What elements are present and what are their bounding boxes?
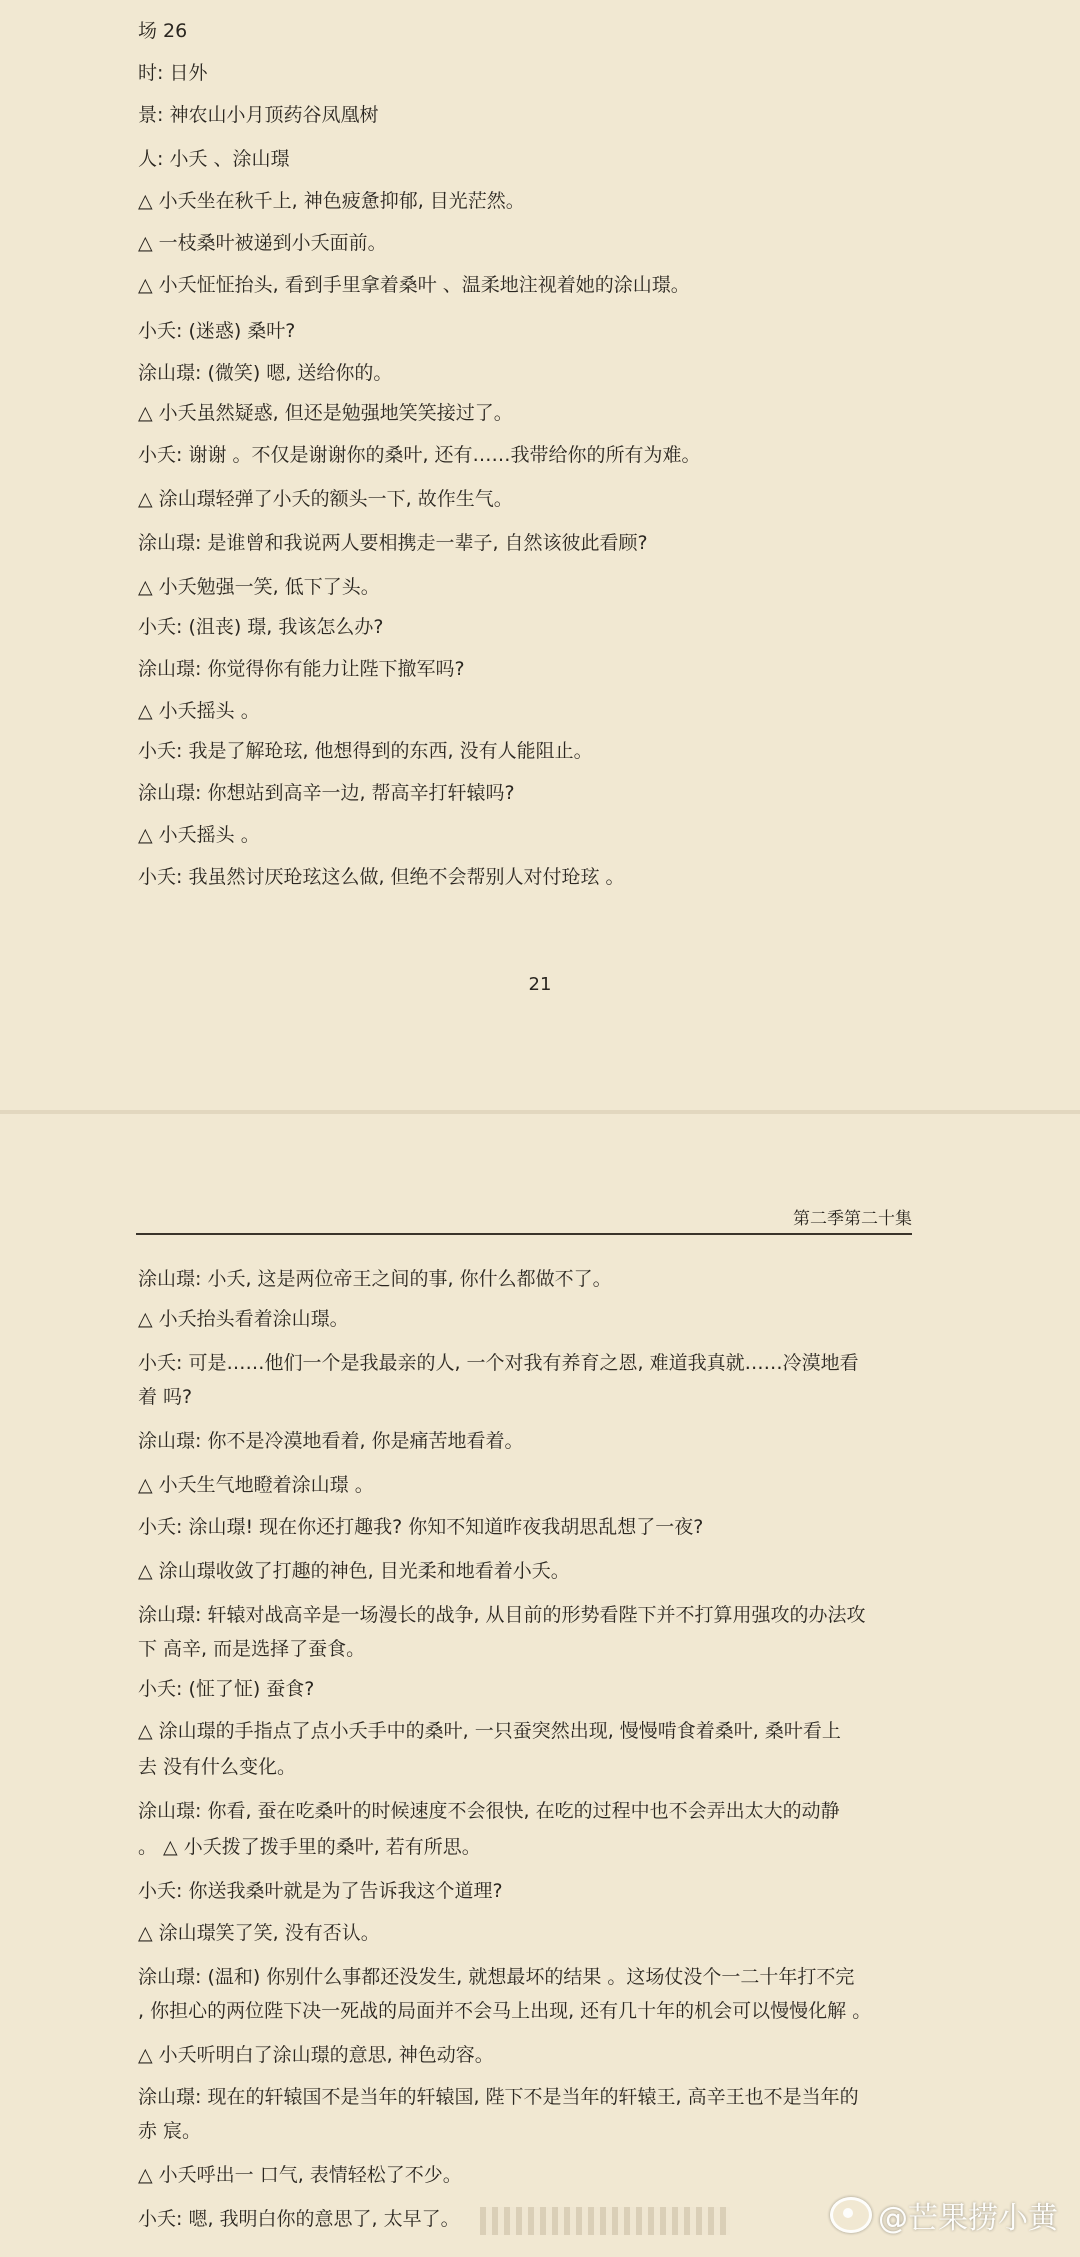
script-line: 景: 神农山小月顶药谷凤凰树 [138,104,379,126]
script-line: 。 △ 小夭拨了拨手里的桑叶, 若有所思。 [138,1836,481,1858]
script-line: 涂山璟: (微笑) 嗯, 送给你的。 [138,362,393,384]
script-line: 场 26 [138,20,188,42]
script-line: 涂山璟: 你不是冷漠地看着, 你是痛苦地看着。 [138,1430,524,1452]
header-rule [136,1233,912,1235]
script-line: △ 涂山璟的手指点了点小夭手中的桑叶, 一只蚕突然出现, 慢慢啃食着桑叶, 桑叶看上 [138,1720,841,1742]
watermark-text: @芒果捞小黄 [878,2201,1058,2236]
script-line: 去 没有什么变化。 [138,1756,297,1778]
script-line: △ 涂山璟轻弹了小夭的额头一下, 故作生气。 [138,488,513,510]
script-line: △ 小夭呼出一 口气, 表情轻松了不少。 [138,2164,462,2186]
script-line: 小夭: 你送我桑叶就是为了告诉我这个道理? [138,1880,503,1902]
script-line: △ 小夭生气地瞪着涂山璟 。 [138,1474,374,1496]
script-line: 涂山璟: 你想站到高辛一边, 帮高辛打轩辕吗? [138,782,515,804]
script-line: △ 小夭摇头 。 [138,824,260,846]
script-line: △ 小夭勉强一笑, 低下了头。 [138,576,380,598]
script-line: 小夭: 涂山璟! 现在你还打趣我? 你知不知道昨夜我胡思乱想了一夜? [138,1516,704,1538]
script-line: 下 高辛, 而是选择了蚕食。 [138,1638,366,1660]
script-line: 小夭: 我是了解玱玹, 他想得到的东西, 没有人能阻止。 [138,740,593,762]
script-line: 小夭: (怔了怔) 蚕食? [138,1678,315,1700]
script-page-22 [0,1114,1080,2257]
script-line: △ 小夭听明白了涂山璟的意思, 神色动容。 [138,2044,494,2066]
script-line: 涂山璟: 现在的轩辕国不是当年的轩辕国, 陛下不是当年的轩辕王, 高辛王也不是当年的 [138,2086,859,2108]
script-line: 小夭: 我虽然讨厌玱玹这么做, 但绝不会帮别人对付玱玹 。 [138,866,625,888]
script-line: 涂山璟: (温和) 你别什么事都还没发生, 就想最坏的结果 。这场仗没个一二十年打不完 [138,1966,855,1988]
script-line: 小夭: (迷惑) 桑叶? [138,320,296,342]
script-line: , 你担心的两位陛下决一死战的局面并不会马上出现, 还有几十年的机会可以慢慢化解 。 [138,2000,872,2022]
episode-header: 第二季第二十集 [793,1209,912,1229]
script-line: △ 小夭怔怔抬头, 看到手里拿着桑叶 、温柔地注视着她的涂山璟。 [138,274,690,296]
script-line: 涂山璟: 你觉得你有能力让陛下撤军吗? [138,658,465,680]
page-number: 21 [528,974,552,995]
script-line: 涂山璟: 是谁曾和我说两人要相携走一辈子, 自然该彼此看顾? [138,532,648,554]
weibo-logo-icon [830,2197,872,2233]
script-line: △ 小夭抬头看着涂山璟。 [138,1308,349,1330]
script-line: 小夭: 谢谢 。不仅是谢谢你的桑叶, 还有……我带给你的所有为难。 [138,444,701,466]
script-line: 涂山璟: 小夭, 这是两位帝王之间的事, 你什么都做不了。 [138,1268,612,1290]
script-line: △ 涂山璟笑了笑, 没有否认。 [138,1922,380,1944]
script-line: △ 一枝桑叶被递到小夭面前。 [138,232,387,254]
script-line: 着 吗? [138,1386,193,1408]
script-line: △ 小夭虽然疑惑, 但还是勉强地笑笑接过了。 [138,402,513,424]
blurred-overlay [480,2207,730,2235]
script-line: 小夭: 嗯, 我明白你的意思了, 太早了。 [138,2208,460,2230]
script-line: △ 涂山璟收敛了打趣的神色, 目光柔和地看着小夭。 [138,1560,570,1582]
script-line: 人: 小夭 、涂山璟 [138,148,290,170]
watermark [830,2193,1058,2237]
script-line: 小夭: 可是……他们一个是我最亲的人, 一个对我有养育之恩, 难道我真就……冷漠地看 [138,1352,859,1374]
script-line: △ 小夭摇头 。 [138,700,260,722]
script-line: 时: 日外 [138,62,208,84]
script-line: 涂山璟: 你看, 蚕在吃桑叶的时候速度不会很快, 在吃的过程中也不会弄出太大的动静 [138,1800,840,1822]
script-line: △ 小夭坐在秋千上, 神色疲惫抑郁, 目光茫然。 [138,190,525,212]
script-page-21 [0,0,1080,1110]
script-line: 赤 宸。 [138,2120,202,2142]
script-line: 小夭: (沮丧) 璟, 我该怎么办? [138,616,384,638]
script-line: 涂山璟: 轩辕对战高辛是一场漫长的战争, 从目前的形势看陛下并不打算用强攻的办法攻 [138,1604,866,1626]
